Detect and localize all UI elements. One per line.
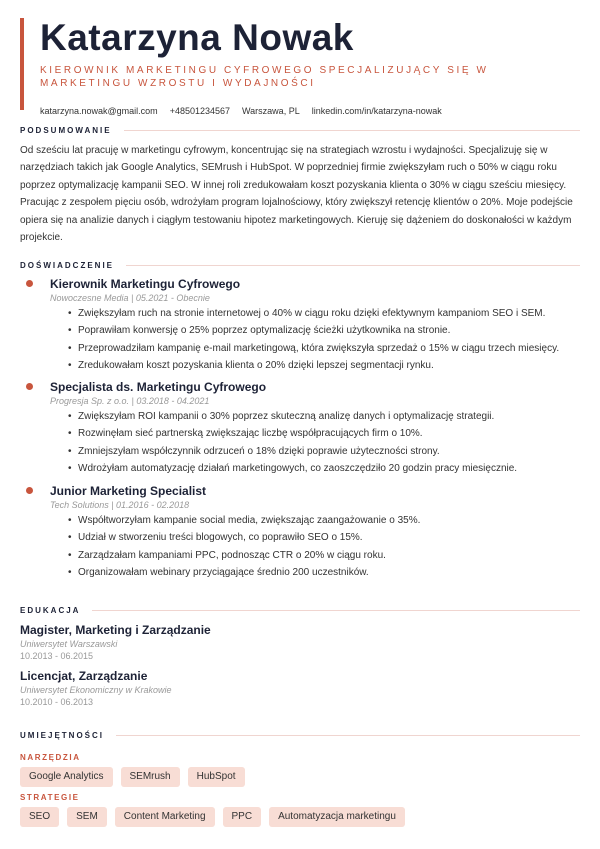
section-divider	[92, 610, 580, 611]
job-meta: Tech Solutions | 01.2016 - 02.2018	[50, 500, 190, 510]
school: Uniwersytet Ekonomiczny w Krakowie	[20, 685, 172, 695]
timeline-dot	[26, 280, 33, 287]
achievement-item: • Wdrożyłam automatyzację działań marketingowych, co zaoszczędziło 20 godzin pracy miesięcznie.	[68, 460, 582, 477]
achievement-item: • Przeprowadziłam kampanię e-mail marketingową, która zwiększyła sprzedaż o 15% w ciągu trzech miesięcy.	[68, 340, 582, 357]
experience-title: DOŚWIADCZENIE	[20, 261, 114, 270]
achievement-item: • Zarządzałam kampaniami PPC, podnosząc CTR o 20% w ciągu roku.	[68, 547, 582, 564]
contact-location: Warszawa, PL	[242, 106, 300, 116]
job-meta: Nowoczesne Media | 05.2021 - Obecnie	[50, 293, 210, 303]
achievement-item: • Współtworzyłam kampanie social media, zwiększając zaangażowanie o 35%.	[68, 512, 582, 529]
job-title: Junior Marketing Specialist	[50, 484, 207, 498]
achievement-item: • Zwiększyłam ROI kampanii o 30% poprzez skuteczną analizę danych i optymalizację strategii.	[68, 408, 582, 425]
skill-chip: SEO	[20, 807, 59, 827]
strategies-label: STRATEGIE	[20, 793, 80, 802]
candidate-name: Katarzyna Nowak	[40, 17, 354, 58]
contact-phone[interactable]: +48501234567	[169, 106, 231, 116]
job-achievements	[68, 512, 582, 581]
education-entry	[20, 623, 211, 662]
tools-label: NARZĘDZIA	[20, 753, 81, 762]
skills-title: UMIEJĘTNOŚCI	[20, 731, 105, 740]
section-divider	[116, 735, 580, 736]
skill-chip: Automatyzacja marketingu	[269, 807, 405, 827]
job-achievements	[68, 408, 582, 477]
job-achievements	[68, 305, 582, 374]
achievement-item: • Udział w stworzeniu treści blogowych, co poprawiło SEO o 15%.	[68, 529, 582, 546]
accent-bar	[20, 18, 24, 110]
contact-linkedin[interactable]: linkedin.com/in/katarzyna-nowak	[311, 106, 442, 116]
job-entry	[20, 276, 582, 374]
achievement-item: • Zredukowałam koszt pozyskania klienta o 20% dzięki lepszej segmentacji rynku.	[68, 357, 582, 374]
education-dates: 10.2010 - 06.2013	[20, 697, 94, 707]
education-dates: 10.2013 - 06.2015	[20, 651, 94, 661]
job-meta: Progresja Sp. z o.o. | 03.2018 - 04.2021	[50, 396, 210, 406]
timeline-dot	[26, 487, 33, 494]
resume-header	[40, 14, 580, 116]
education-title: EDUKACJA	[20, 606, 81, 615]
skills-heading	[20, 731, 580, 740]
strategies-chips	[20, 807, 405, 827]
degree: Licencjat, Zarządzanie	[20, 669, 148, 683]
skill-chip: Content Marketing	[115, 807, 215, 827]
contact-email[interactable]: katarzyna.nowak@gmail.com	[40, 106, 158, 116]
education-heading	[20, 606, 580, 615]
education-entry	[20, 669, 172, 708]
summary-text: Od sześciu lat pracuję w marketingu cyfrowym, koncentrując się na strategiach wzrostu i wydajności. Specjalizuję się w narzędziach takich jak Google Analytics, SEMrush i HubSpot. W poprzedniej firmie zwiększyłam ruch o 50% w ciągu roku poprzez optymalizację kampanii SEO. W innej roli zredukowałam koszt pozyskania klienta o 30% w ciągu sześciu miesięcy. Pracując z zespołem pięciu osób, wdrożyłam program lojalnościowy, który zwiększył retencję klientów o 20%. Moje podejście opiera się na analizie danych i ciągłym testowaniu hipotez marketingowych. Kieruję się dążeniem do doskonałości w każdym projekcie.	[20, 145, 573, 244]
skill-chip: HubSpot	[188, 767, 245, 787]
skill-chip: PPC	[223, 807, 262, 827]
candidate-headline: KIEROWNIK MARKETINGU CYFROWEGO SPECJALIZUJĄCY SIĘ W MARKETINGU WZROSTU I WYDAJNOŚCI	[40, 65, 489, 89]
summary-heading	[20, 126, 580, 135]
degree: Magister, Marketing i Zarządzanie	[20, 623, 211, 637]
section-divider	[124, 130, 580, 131]
achievement-item: • Organizowałam webinary przyciągające średnio 200 uczestników.	[68, 564, 582, 581]
section-divider	[126, 265, 580, 266]
job-title: Kierownik Marketingu Cyfrowego	[50, 277, 241, 291]
school: Uniwersytet Warszawski	[20, 639, 118, 649]
contact-info	[40, 106, 580, 116]
skill-chip: SEMrush	[121, 767, 180, 787]
experience-heading	[20, 261, 580, 270]
summary-title: PODSUMOWANIE	[20, 126, 112, 135]
achievement-item: • Zwiększyłam ruch na stronie internetowej o 40% w ciągu roku dzięki efektywnym kampaniom SEO i SEM.	[68, 305, 582, 322]
job-entry	[20, 379, 582, 477]
achievement-item: • Rozwinęłam sieć partnerską zwiększając liczbę współpracujących firm o 10%.	[68, 425, 582, 442]
achievement-item: • Poprawiłam konwersję o 25% poprzez optymalizację ścieżki użytkownika na stronie.	[68, 322, 582, 339]
job-entry	[20, 483, 582, 581]
tools-chips	[20, 767, 245, 787]
achievement-item: • Zmniejszyłam współczynnik odrzuceń o 18% dzięki poprawie użyteczności strony.	[68, 443, 582, 460]
skill-chip: SEM	[67, 807, 107, 827]
job-title: Specjalista ds. Marketingu Cyfrowego	[50, 380, 267, 394]
skill-chip: Google Analytics	[20, 767, 113, 787]
timeline-dot	[26, 383, 33, 390]
